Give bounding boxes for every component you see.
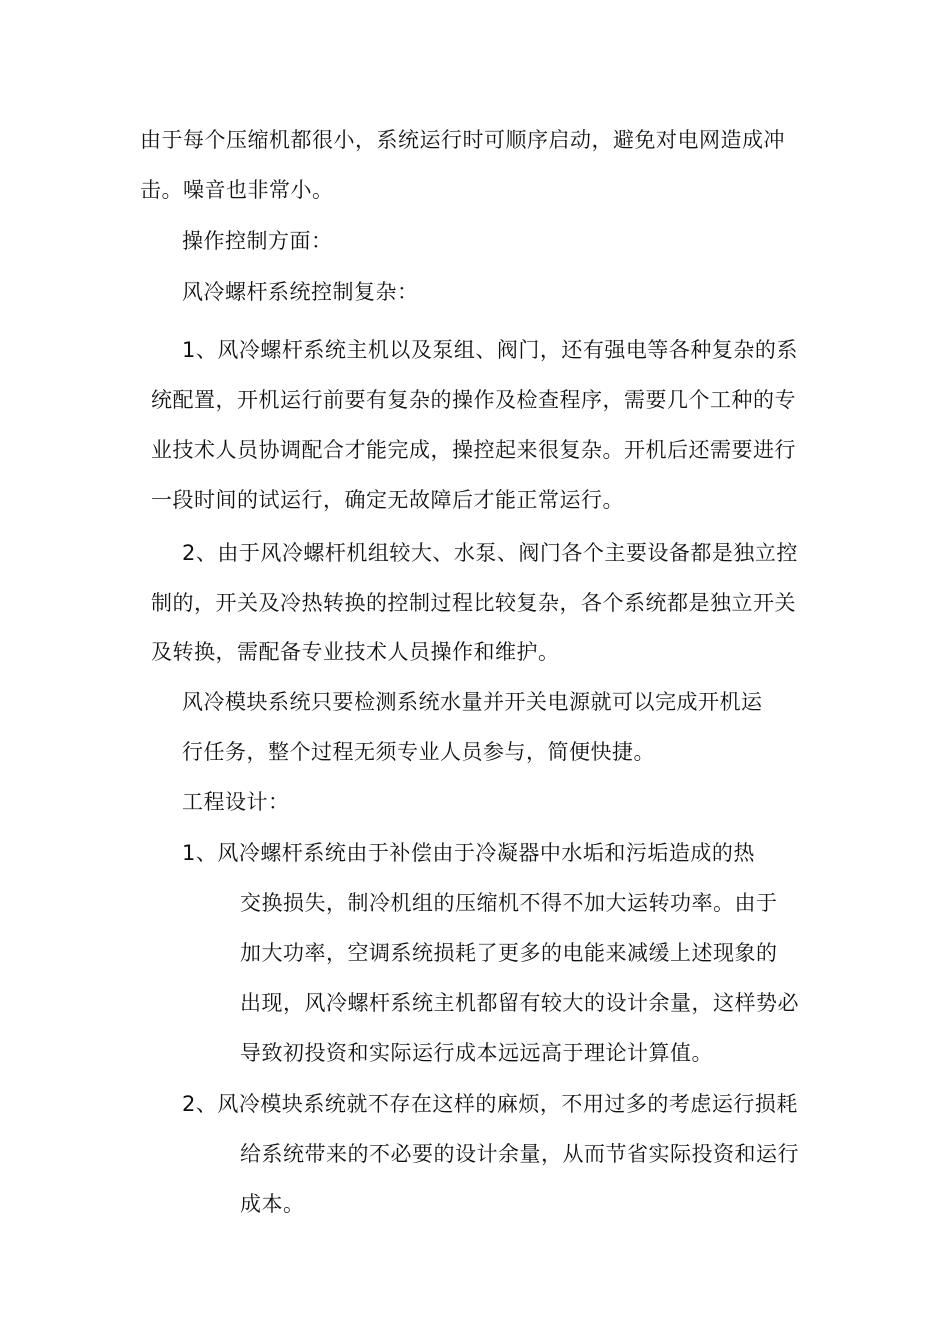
paragraph-line: 由于每个压缩机都很小，系统运行时可顺序启动，避免对电网造成冲 [140,128,785,152]
list-item-line: 交换损失，制冷机组的压缩机不得不加大运转功率。由于 [240,891,778,915]
list-item-line: 制的，开关及冷热转换的控制过程比较复杂，各个系统都是独立开关 [151,591,796,615]
list-item-line: 导致初投资和实际运行成本远远高于理论计算值。 [240,1041,713,1065]
list-item-line: 2、风冷模块系统就不存在这样的麻烦，不用过多的考虑运行损耗 [182,1092,798,1116]
list-item-line: 成本。 [240,1192,305,1216]
section-heading: 操作控制方面： [182,229,333,253]
list-item-line: 2、由于风冷螺杆机组较大、水泵、阀门各个主要设备都是独立控 [182,541,798,565]
list-item-line: 业技术人员协调配合才能完成，操控起来很复杂。开机后还需要进行 [151,438,796,462]
paragraph-line: 行任务，整个过程无须专业人员参与，简便快捷。 [182,740,655,764]
list-item-line: 1、风冷螺杆系统主机以及泵组、阀门，还有强电等各种复杂的系 [182,338,798,362]
list-item-line: 给系统带来的不必要的设计余量，从而节省实际投资和运行 [240,1142,799,1166]
list-item-line: 出现，风冷螺杆系统主机都留有较大的设计余量，这样势必 [240,991,799,1015]
list-item-line: 统配置，开机运行前要有复杂的操作及检查程序，需要几个工种的专 [151,388,796,412]
list-item-line: 加大功率，空调系统损耗了更多的电能来减缓上述现象的 [240,941,778,965]
list-item-line: 及转换，需配备专业技术人员操作和维护。 [151,640,560,664]
subsection-heading: 风冷螺杆系统控制复杂： [182,280,419,304]
section-heading: 工程设计： [182,790,290,814]
list-item-line: 1、风冷螺杆系统由于补偿由于冷凝器中水垢和污垢造成的热 [182,841,755,865]
paragraph-line: 风冷模块系统只要检测系统水量并开关电源就可以完成开机运 [182,690,763,714]
paragraph-line: 击。噪音也非常小。 [140,178,334,202]
list-item-line: 一段时间的试运行，确定无故障后才能正常运行。 [151,488,624,512]
